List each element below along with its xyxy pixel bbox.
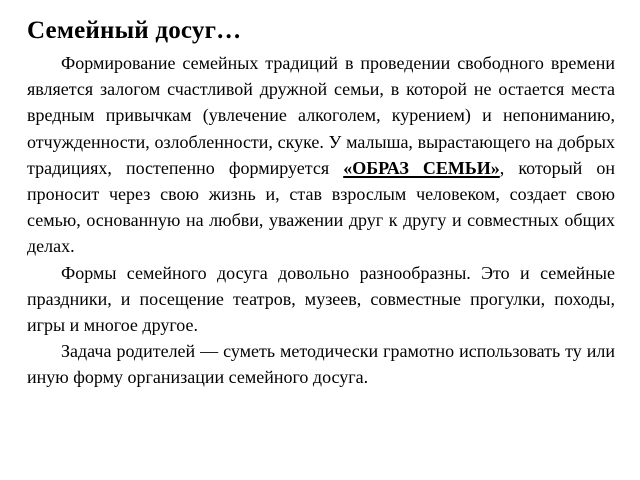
paragraph-leisure-forms: Формы семейного досуга довольно разнообразны. Это и семейные праздники, и посещение театров, музеев, совместные прогулки, походы, игры и многое другое. (27, 262, 615, 336)
paragraph-traditions-text-after: , который он проносит через свою жизнь и, став взрослым человеком, создает свою семью, основанную на любви, уважении друг к другу и совместных общих делах. (27, 157, 615, 257)
family-image-highlight: «ОБРАЗ СЕМЬИ» (343, 157, 500, 178)
page-title: Семейный досуг… (27, 17, 242, 44)
paragraph-traditions-text-before: Формирование семейных традиций в проведении свободного времени является залогом счастливой дружной семьи, в которой не остается места вредным привычкам (увлечение алкоголем, курением) и непониманию, отчужденности, озлобленности, скуке. У малыша, вырастающего на добрых традициях, постепенно формируется (27, 53, 615, 178)
paragraph-traditions (27, 50, 615, 260)
paragraph-parents-task: Задача родителей — суметь методически грамотно использовать ту или иную форму организации семейного досуга. (27, 341, 615, 388)
document-page (27, 16, 615, 391)
